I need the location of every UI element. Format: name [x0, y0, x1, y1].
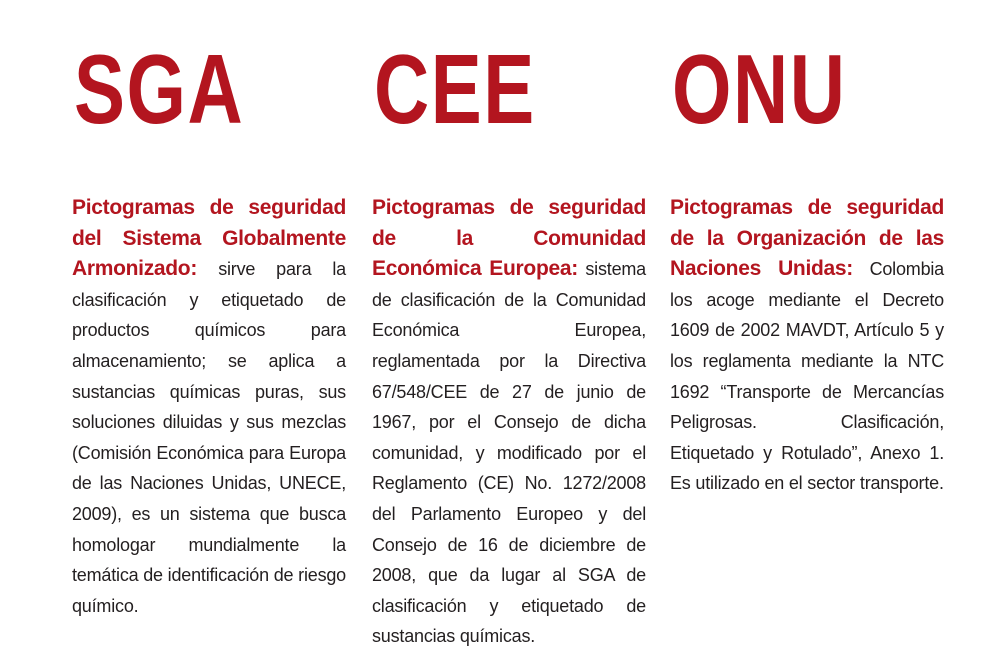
sga-heading: SGA	[74, 34, 245, 144]
cee-heading: CEE	[374, 34, 536, 144]
onu-description-body: Colombia los acoge mediante el Decreto 1609 de 2002 MAVDT, Artículo 5 y los reglamenta mediante la NTC 1692 “Transporte de Mercancías Peligrosas. Clasificación, Etiquetado y Rotulado”, Anexo 1. Es utilizado en el sector transporte.	[670, 259, 944, 494]
sga-description-title: Pictogramas de seguridad del Sistema Globalmente Armonizado:	[72, 196, 346, 281]
cee-description	[372, 193, 646, 652]
cee-description-title: Pictogramas de seguridad de la Comunidad Económica Europea:	[372, 196, 646, 281]
cee-description-body: sistema de clasificación de la Comunidad Económica Europea, reglamentada por la Directiva 67/548/CEE de 27 de junio de 1967, por el Consejo de dicha comunidad, y modificado por el Reglamento (CE) No. 1272/2008 del Parlamento Europeo y del Consejo de 16 de diciembre de 2008, que da lugar al SGA de clasificación y etiquetado de sustancias químicas.	[372, 259, 646, 647]
onu-description	[670, 193, 944, 499]
onu-description-title: Pictogramas de seguridad de la Organización de las Naciones Unidas:	[670, 196, 944, 281]
onu-heading: ONU	[672, 34, 847, 144]
sga-description-body: sirve para la clasificación y etiquetado de productos químicos para almacenamiento; se aplica a sustancias químicas puras, sus soluciones diluidas y sus mezclas (Comisión Económica para Europa de las Naciones Unidas, UNECE, 2009), es un sistema que busca homologar mundialmente la temática de identificación de riesgo químico.	[72, 259, 346, 616]
sga-description	[72, 193, 346, 621]
